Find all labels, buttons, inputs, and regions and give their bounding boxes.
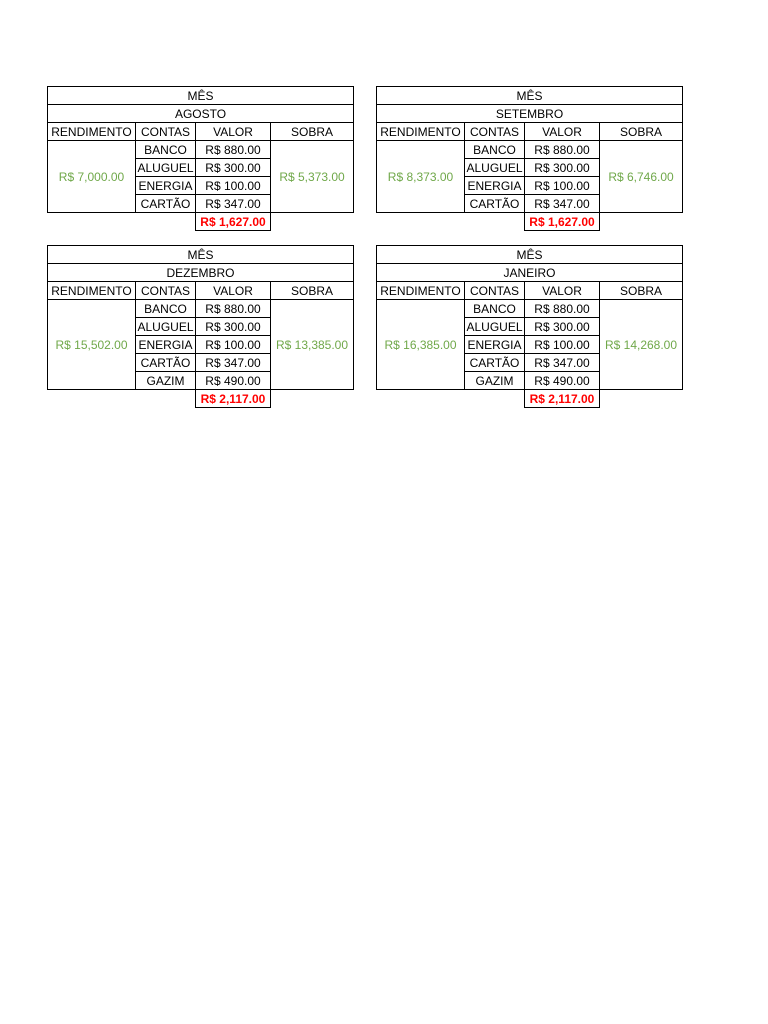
account-cell: ALUGUEL bbox=[137, 319, 194, 334]
surplus-cell: R$ 14,268.00 bbox=[600, 300, 683, 390]
col-surplus: SOBRA bbox=[271, 123, 354, 141]
value-cell: R$ 300.00 bbox=[196, 159, 271, 177]
month-header: MÊS bbox=[377, 87, 683, 105]
value-cell: R$ 347.00 bbox=[196, 354, 271, 372]
value-cell: R$ 347.00 bbox=[196, 195, 271, 213]
col-accounts: CONTAS bbox=[136, 282, 196, 300]
col-accounts: CONTAS bbox=[136, 123, 196, 141]
income-cell: R$ 8,373.00 bbox=[377, 141, 465, 213]
month-name: JANEIRO bbox=[377, 264, 683, 282]
value-cell: R$ 100.00 bbox=[196, 336, 271, 354]
col-accounts: CONTAS bbox=[465, 282, 525, 300]
account-cell: CARTÃO bbox=[465, 195, 525, 213]
account-cell: ENERGIA bbox=[465, 336, 525, 354]
total-cell: R$ 1,627.00 bbox=[525, 213, 600, 231]
month-table-setembro bbox=[376, 86, 682, 231]
col-income: RENDIMENTO bbox=[377, 282, 465, 300]
surplus-cell: R$ 6,746.00 bbox=[600, 141, 683, 213]
value-cell: R$ 100.00 bbox=[525, 177, 600, 195]
total-cell: R$ 1,627.00 bbox=[196, 213, 271, 231]
value-cell: R$ 300.00 bbox=[525, 318, 600, 336]
value-cell: R$ 880.00 bbox=[525, 141, 600, 159]
value-cell: R$ 100.00 bbox=[525, 336, 600, 354]
value-cell: R$ 490.00 bbox=[525, 372, 600, 390]
account-cell: BANCO bbox=[465, 300, 525, 318]
month-header: MÊS bbox=[48, 87, 354, 105]
value-cell: R$ 300.00 bbox=[525, 159, 600, 177]
month-name: AGOSTO bbox=[48, 105, 354, 123]
surplus-cell: R$ 5,373.00 bbox=[271, 141, 354, 213]
account-cell: CARTÃO bbox=[136, 354, 196, 372]
account-cell: ALUGUEL bbox=[137, 160, 194, 175]
month-name: DEZEMBRO bbox=[48, 264, 354, 282]
account-cell: ENERGIA bbox=[136, 336, 196, 354]
value-cell: R$ 100.00 bbox=[196, 177, 271, 195]
surplus-cell: R$ 13,385.00 bbox=[271, 300, 354, 390]
account-cell: ENERGIA bbox=[465, 177, 525, 195]
income-cell: R$ 15,502.00 bbox=[48, 300, 136, 390]
col-surplus: SOBRA bbox=[600, 123, 683, 141]
month-table-agosto bbox=[47, 86, 353, 231]
col-income: RENDIMENTO bbox=[48, 282, 136, 300]
value-cell: R$ 880.00 bbox=[196, 141, 271, 159]
value-cell: R$ 347.00 bbox=[525, 354, 600, 372]
account-cell: BANCO bbox=[465, 141, 525, 159]
col-value: VALOR bbox=[525, 123, 600, 141]
value-cell: R$ 490.00 bbox=[196, 372, 271, 390]
col-surplus: SOBRA bbox=[600, 282, 683, 300]
income-cell: R$ 16,385.00 bbox=[377, 300, 465, 390]
value-cell: R$ 880.00 bbox=[525, 300, 600, 318]
value-cell: R$ 347.00 bbox=[525, 195, 600, 213]
account-cell: GAZIM bbox=[136, 372, 196, 390]
month-table-janeiro bbox=[376, 245, 682, 408]
value-cell: R$ 300.00 bbox=[196, 318, 271, 336]
col-value: VALOR bbox=[525, 282, 600, 300]
month-table-dezembro bbox=[47, 245, 353, 408]
account-cell: ALUGUEL bbox=[466, 319, 523, 334]
col-value: VALOR bbox=[196, 282, 271, 300]
account-cell: ENERGIA bbox=[136, 177, 196, 195]
total-cell: R$ 2,117.00 bbox=[525, 390, 600, 408]
month-header: MÊS bbox=[377, 246, 683, 264]
account-cell: ALUGUEL bbox=[466, 160, 523, 175]
account-cell: CARTÃO bbox=[136, 195, 196, 213]
col-income: RENDIMENTO bbox=[377, 123, 465, 141]
col-accounts: CONTAS bbox=[465, 123, 525, 141]
month-header: MÊS bbox=[48, 246, 354, 264]
col-value: VALOR bbox=[196, 123, 271, 141]
month-name: SETEMBRO bbox=[377, 105, 683, 123]
account-cell: GAZIM bbox=[465, 372, 525, 390]
account-cell: BANCO bbox=[136, 141, 196, 159]
income-cell: R$ 7,000.00 bbox=[48, 141, 136, 213]
account-cell: BANCO bbox=[136, 300, 196, 318]
total-cell: R$ 2,117.00 bbox=[196, 390, 271, 408]
account-cell: CARTÃO bbox=[465, 354, 525, 372]
col-surplus: SOBRA bbox=[271, 282, 354, 300]
value-cell: R$ 880.00 bbox=[196, 300, 271, 318]
col-income: RENDIMENTO bbox=[48, 123, 136, 141]
